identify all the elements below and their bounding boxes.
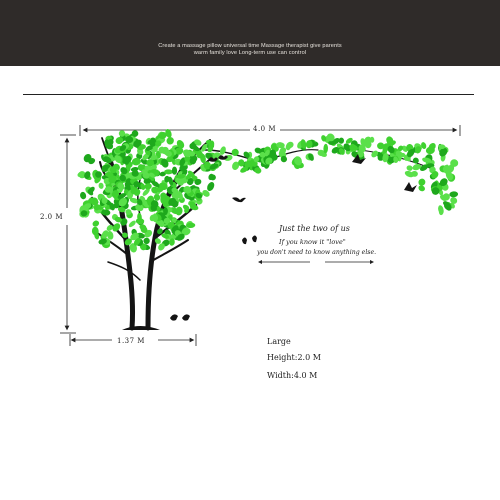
leaf [98, 182, 104, 189]
height-dimension-arrow [60, 135, 76, 333]
height-spec: Height:2.0 M [267, 353, 321, 362]
width-spec: Width:4.0 M [267, 371, 318, 380]
leaf [406, 164, 414, 172]
height-dimension-label: 2.0 M [40, 213, 64, 221]
leaf [172, 167, 177, 175]
leaf-cluster [76, 128, 458, 253]
leaf [206, 181, 216, 192]
quote-line-3: you don't need to know anything else. [257, 249, 377, 256]
leaf [164, 169, 173, 174]
width-dimension-label: 4.0 M [253, 125, 277, 133]
trunk-width-dimension-label: 1.37 M [117, 337, 145, 345]
leaf [128, 219, 137, 228]
leaf [91, 219, 100, 227]
leaf [144, 183, 153, 191]
leaf [417, 177, 427, 187]
quote-line-1: Just the two of us [279, 224, 350, 233]
leaf [175, 206, 183, 216]
tree-base [122, 326, 160, 330]
leaf [404, 170, 415, 179]
leaf [206, 140, 212, 145]
size-label: Large [267, 337, 291, 346]
banner-text-line-1: Create a massage pillow universal time Massage therapist give parents [158, 43, 342, 49]
leaf [449, 191, 458, 198]
quote-line-2: If you know it "love" [279, 238, 346, 246]
banner-text-line-2: warm family love Long-term use can control [193, 50, 307, 56]
leaf [79, 191, 87, 200]
